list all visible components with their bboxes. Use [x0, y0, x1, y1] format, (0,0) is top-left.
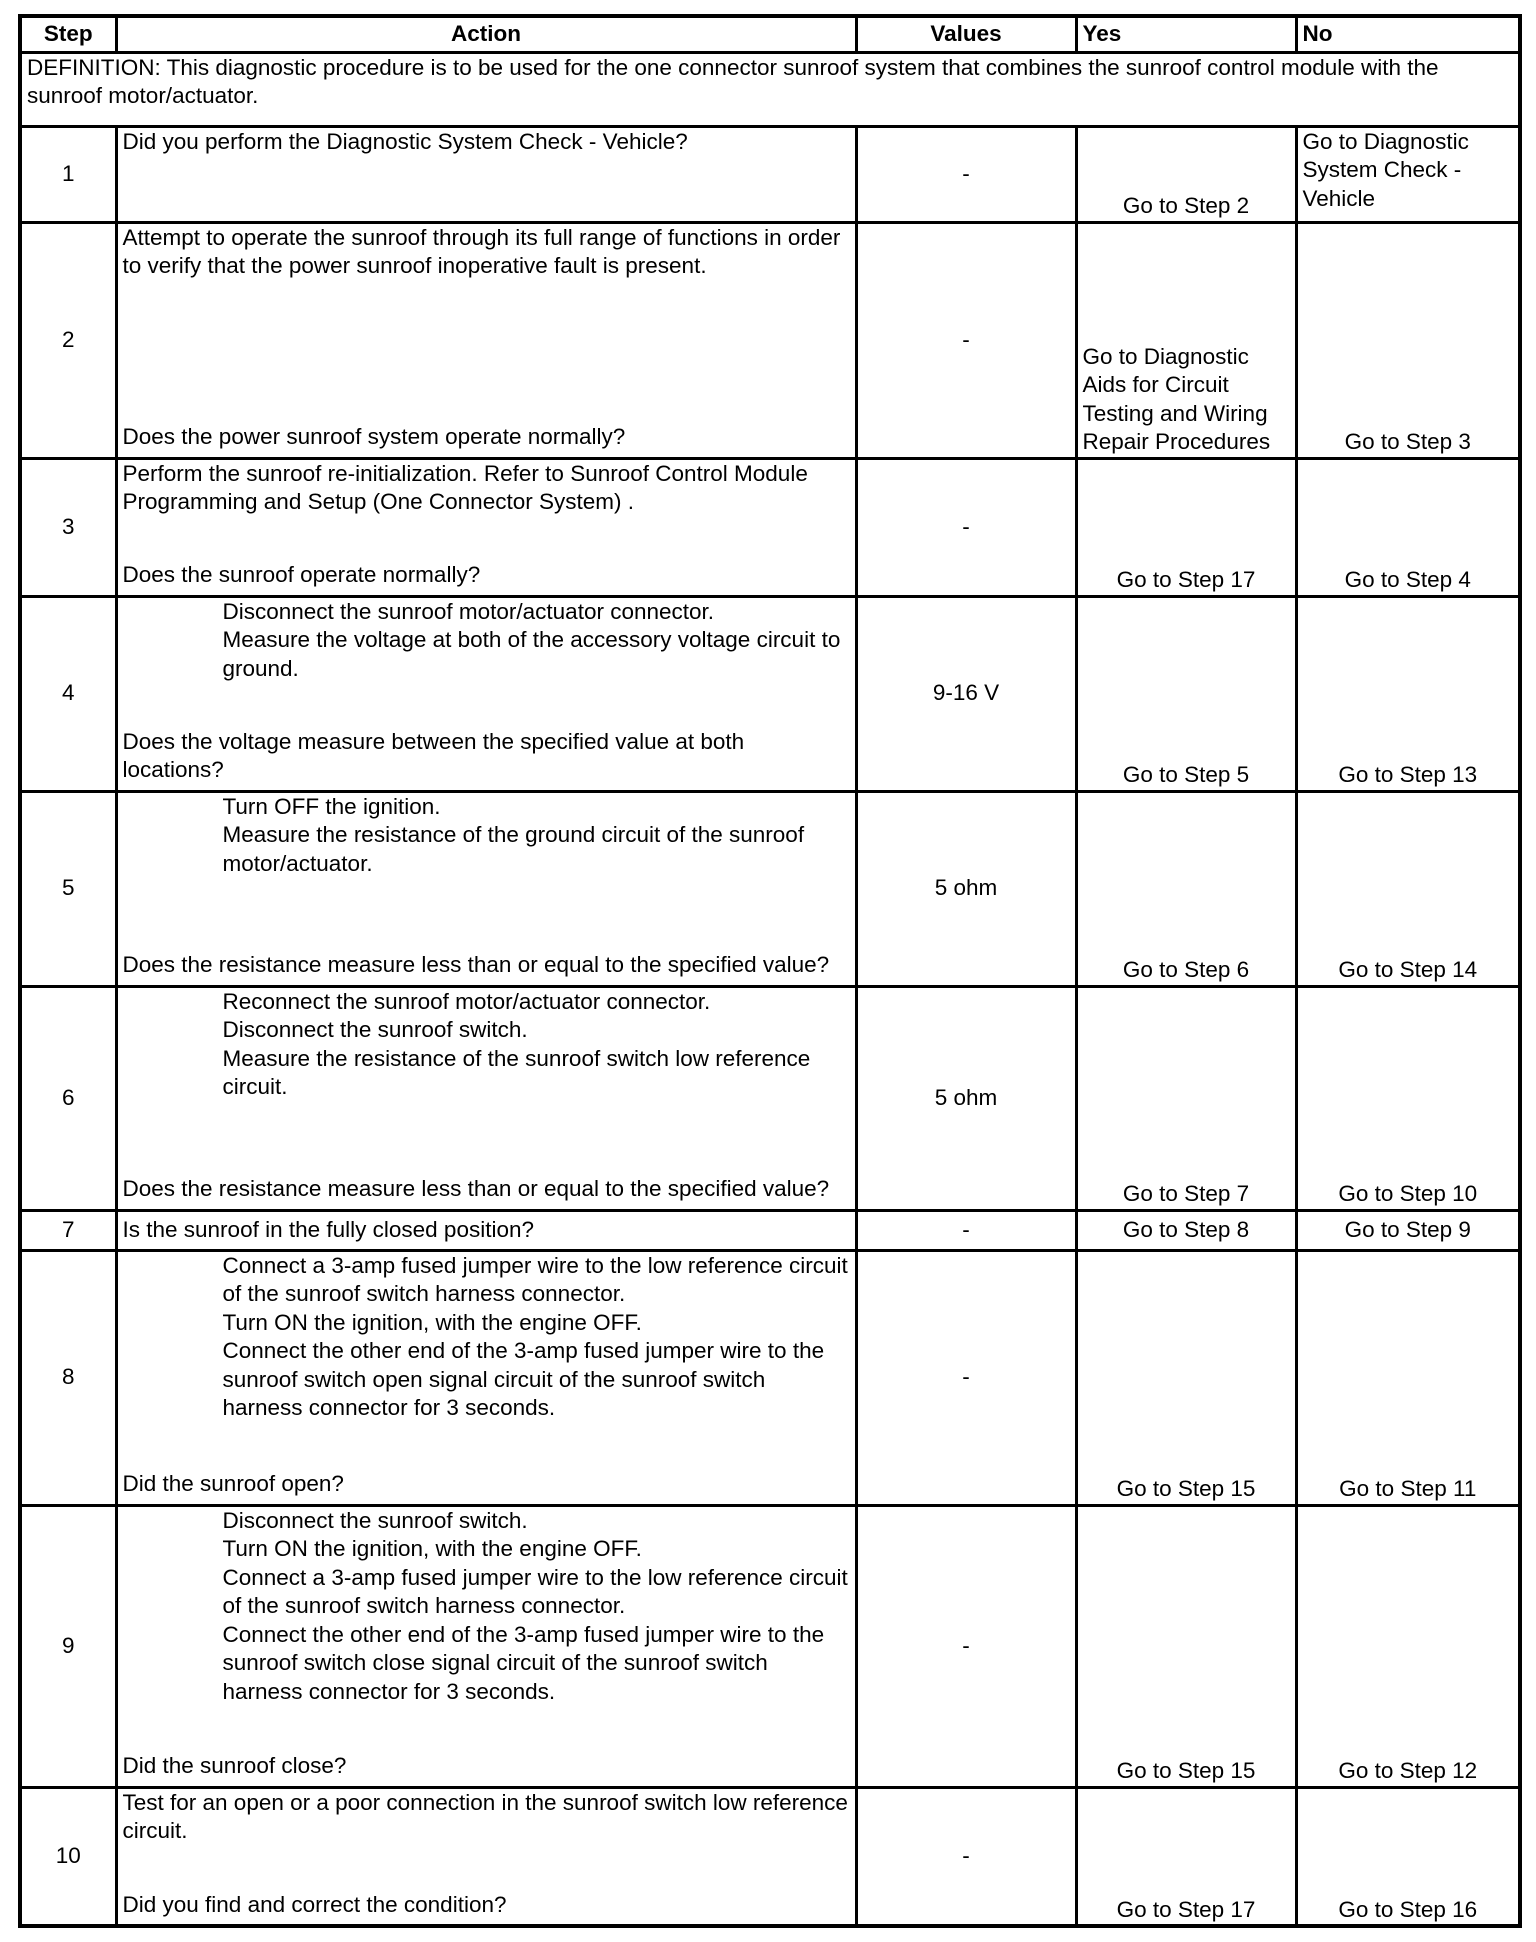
no-cell: Go to Step 16: [1296, 1787, 1520, 1926]
action-instruction: Attempt to operate the sunroof through its full range of functions in order to verify that the power sunroof inoperative fault is present.: [122, 224, 841, 278]
no-cell: Go to Step 3: [1296, 222, 1520, 458]
values-cell: -: [856, 1505, 1076, 1787]
action-cell: [116, 458, 856, 596]
values-cell: -: [856, 222, 1076, 458]
table-row: [20, 1210, 1520, 1250]
no-cell: Go to Step 4: [1296, 458, 1520, 596]
yes-cell: Go to Step 15: [1076, 1505, 1296, 1787]
no-cell: Go to Step 12: [1296, 1505, 1520, 1787]
action-question: Does the sunroof operate normally?: [122, 562, 481, 587]
header-values: Values: [856, 16, 1076, 52]
yes-cell: Go to Step 5: [1076, 596, 1296, 791]
action-instruction: Turn OFF the ignition. Measure the resistance of the ground circuit of the sunroof motor/actuator.: [222, 793, 805, 876]
action-cell: [116, 1250, 856, 1505]
action-instruction: Perform the sunroof re-initialization. Refer to Sunroof Control Module Programming and Setup (One Connector System) .: [122, 460, 808, 514]
header-step: Step: [20, 16, 116, 52]
table-row: [20, 126, 1520, 222]
header-row: [20, 16, 1520, 52]
yes-cell: Go to Step 2: [1076, 126, 1296, 222]
action-cell: [116, 126, 856, 222]
step-number: 10: [20, 1787, 116, 1926]
values-cell: -: [856, 1787, 1076, 1926]
action-instruction: Is the sunroof in the fully closed position?: [122, 1216, 534, 1242]
header-action: Action: [116, 16, 856, 52]
action-instruction: Did you perform the Diagnostic System Check - Vehicle?: [122, 128, 688, 154]
action-question: Does the voltage measure between the specified value at both locations?: [122, 728, 745, 782]
table-row: [20, 596, 1520, 791]
action-question: Does the power sunroof system operate normally?: [122, 424, 626, 449]
step-number: 2: [20, 222, 116, 458]
no-cell: Go to Diagnostic System Check - Vehicle: [1296, 126, 1520, 222]
values-cell: -: [856, 1250, 1076, 1505]
no-cell: Go to Step 13: [1296, 596, 1520, 791]
values-cell: 5 ohm: [856, 986, 1076, 1210]
action-cell: [116, 222, 856, 458]
step-number: 1: [20, 126, 116, 222]
action-cell: [116, 1210, 856, 1250]
no-cell: Go to Step 10: [1296, 986, 1520, 1210]
action-instruction: Disconnect the sunroof switch. Turn ON the ignition, with the engine OFF. Connect a 3-amp fused jumper wire to the low reference circuit of the sunroof switch harness connector. Connect the other end of the 3-amp fused jumper wire to the sunroof switch close signal circuit of the sunroof switch harness connector for 3 seconds.: [222, 1507, 848, 1704]
action-instruction: Disconnect the sunroof motor/actuator connector. Measure the voltage at both of the accessory voltage circuit to ground.: [222, 598, 841, 681]
action-instruction: Connect a 3-amp fused jumper wire to the low reference circuit of the sunroof switch harness connector. Turn ON the ignition, with the engine OFF. Connect the other end of the 3-amp fused jumper wire to the sunroof switch open signal circuit of the sunroof switch harness connector for 3 seconds.: [222, 1252, 848, 1420]
table-row: [20, 1250, 1520, 1505]
no-cell: Go to Step 9: [1296, 1210, 1520, 1250]
values-cell: -: [856, 126, 1076, 222]
table-row: [20, 1505, 1520, 1787]
action-cell: [116, 596, 856, 791]
action-instruction: Reconnect the sunroof motor/actuator connector. Disconnect the sunroof switch. Measure the resistance of the sunroof switch low reference circuit.: [222, 988, 811, 1099]
diagnostic-table: [18, 14, 1522, 1928]
step-number: 6: [20, 986, 116, 1210]
definition-row: [20, 52, 1520, 126]
header-yes: Yes: [1076, 16, 1296, 52]
yes-cell: Go to Diagnostic Aids for Circuit Testing and Wiring Repair Procedures: [1076, 222, 1296, 458]
yes-cell: Go to Step 15: [1076, 1250, 1296, 1505]
action-cell: [116, 791, 856, 986]
table-row: [20, 222, 1520, 458]
action-question: Does the resistance measure less than or equal to the specified value?: [122, 952, 830, 977]
step-number: 5: [20, 791, 116, 986]
action-cell: [116, 1787, 856, 1926]
yes-cell: Go to Step 17: [1076, 1787, 1296, 1926]
values-cell: 5 ohm: [856, 791, 1076, 986]
no-cell: Go to Step 11: [1296, 1250, 1520, 1505]
no-cell: Go to Step 14: [1296, 791, 1520, 986]
values-cell: 9-16 V: [856, 596, 1076, 791]
step-number: 9: [20, 1505, 116, 1787]
header-no: No: [1296, 16, 1520, 52]
step-number: 3: [20, 458, 116, 596]
yes-cell: Go to Step 6: [1076, 791, 1296, 986]
action-question: Does the resistance measure less than or equal to the specified value?: [122, 1176, 830, 1201]
values-cell: -: [856, 458, 1076, 596]
table-row: [20, 791, 1520, 986]
action-question: Did the sunroof close?: [122, 1753, 347, 1778]
action-question: Did the sunroof open?: [122, 1471, 344, 1496]
definition-text: DEFINITION: This diagnostic procedure is to be used for the one connector sunroof system that combines the sunroof control module with the sunroof motor/actuator.: [20, 52, 1520, 126]
step-number: 4: [20, 596, 116, 791]
values-cell: -: [856, 1210, 1076, 1250]
action-question: Did you find and correct the condition?: [122, 1892, 507, 1917]
yes-cell: Go to Step 7: [1076, 986, 1296, 1210]
table-row: [20, 458, 1520, 596]
yes-cell: Go to Step 17: [1076, 458, 1296, 596]
table-row: [20, 986, 1520, 1210]
table-row: [20, 1787, 1520, 1926]
step-number: 7: [20, 1210, 116, 1250]
yes-cell: Go to Step 8: [1076, 1210, 1296, 1250]
action-cell: [116, 986, 856, 1210]
action-cell: [116, 1505, 856, 1787]
action-instruction: Test for an open or a poor connection in the sunroof switch low reference circuit.: [122, 1789, 848, 1843]
step-number: 8: [20, 1250, 116, 1505]
